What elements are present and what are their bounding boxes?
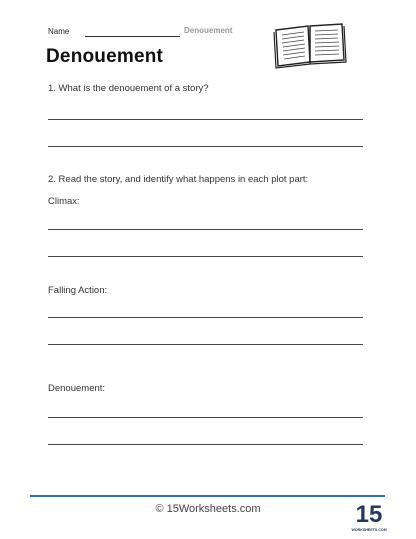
logo-text: WORKSHEETS.COM [351,528,387,532]
footer-copyright: © 15Worksheets.com [155,503,261,515]
subject-label: Denouement [184,26,233,35]
answer-line[interactable] [48,146,363,147]
15worksheets-logo [351,498,387,534]
answer-line[interactable] [48,317,363,318]
name-label: Name [48,27,70,36]
answer-line[interactable] [48,344,363,345]
answer-line[interactable] [48,256,363,257]
answer-line[interactable] [48,444,363,445]
denouement-label: Denouement: [48,383,106,394]
page-title: Denouement [46,46,164,67]
question-1: 1. What is the denouement of a story? [48,83,209,94]
answer-line[interactable] [48,229,363,230]
question-2: 2. Read the story, and identify what happens in each plot part: [48,174,309,185]
climax-label: Climax: [48,196,80,207]
logo-number: 15 [355,501,383,528]
answer-line[interactable] [48,417,363,418]
answer-line[interactable] [48,119,363,120]
name-field-line[interactable] [85,36,180,37]
open-book-icon [270,20,350,70]
footer-divider [30,495,385,497]
falling-action-label: Falling Action: [48,285,108,296]
